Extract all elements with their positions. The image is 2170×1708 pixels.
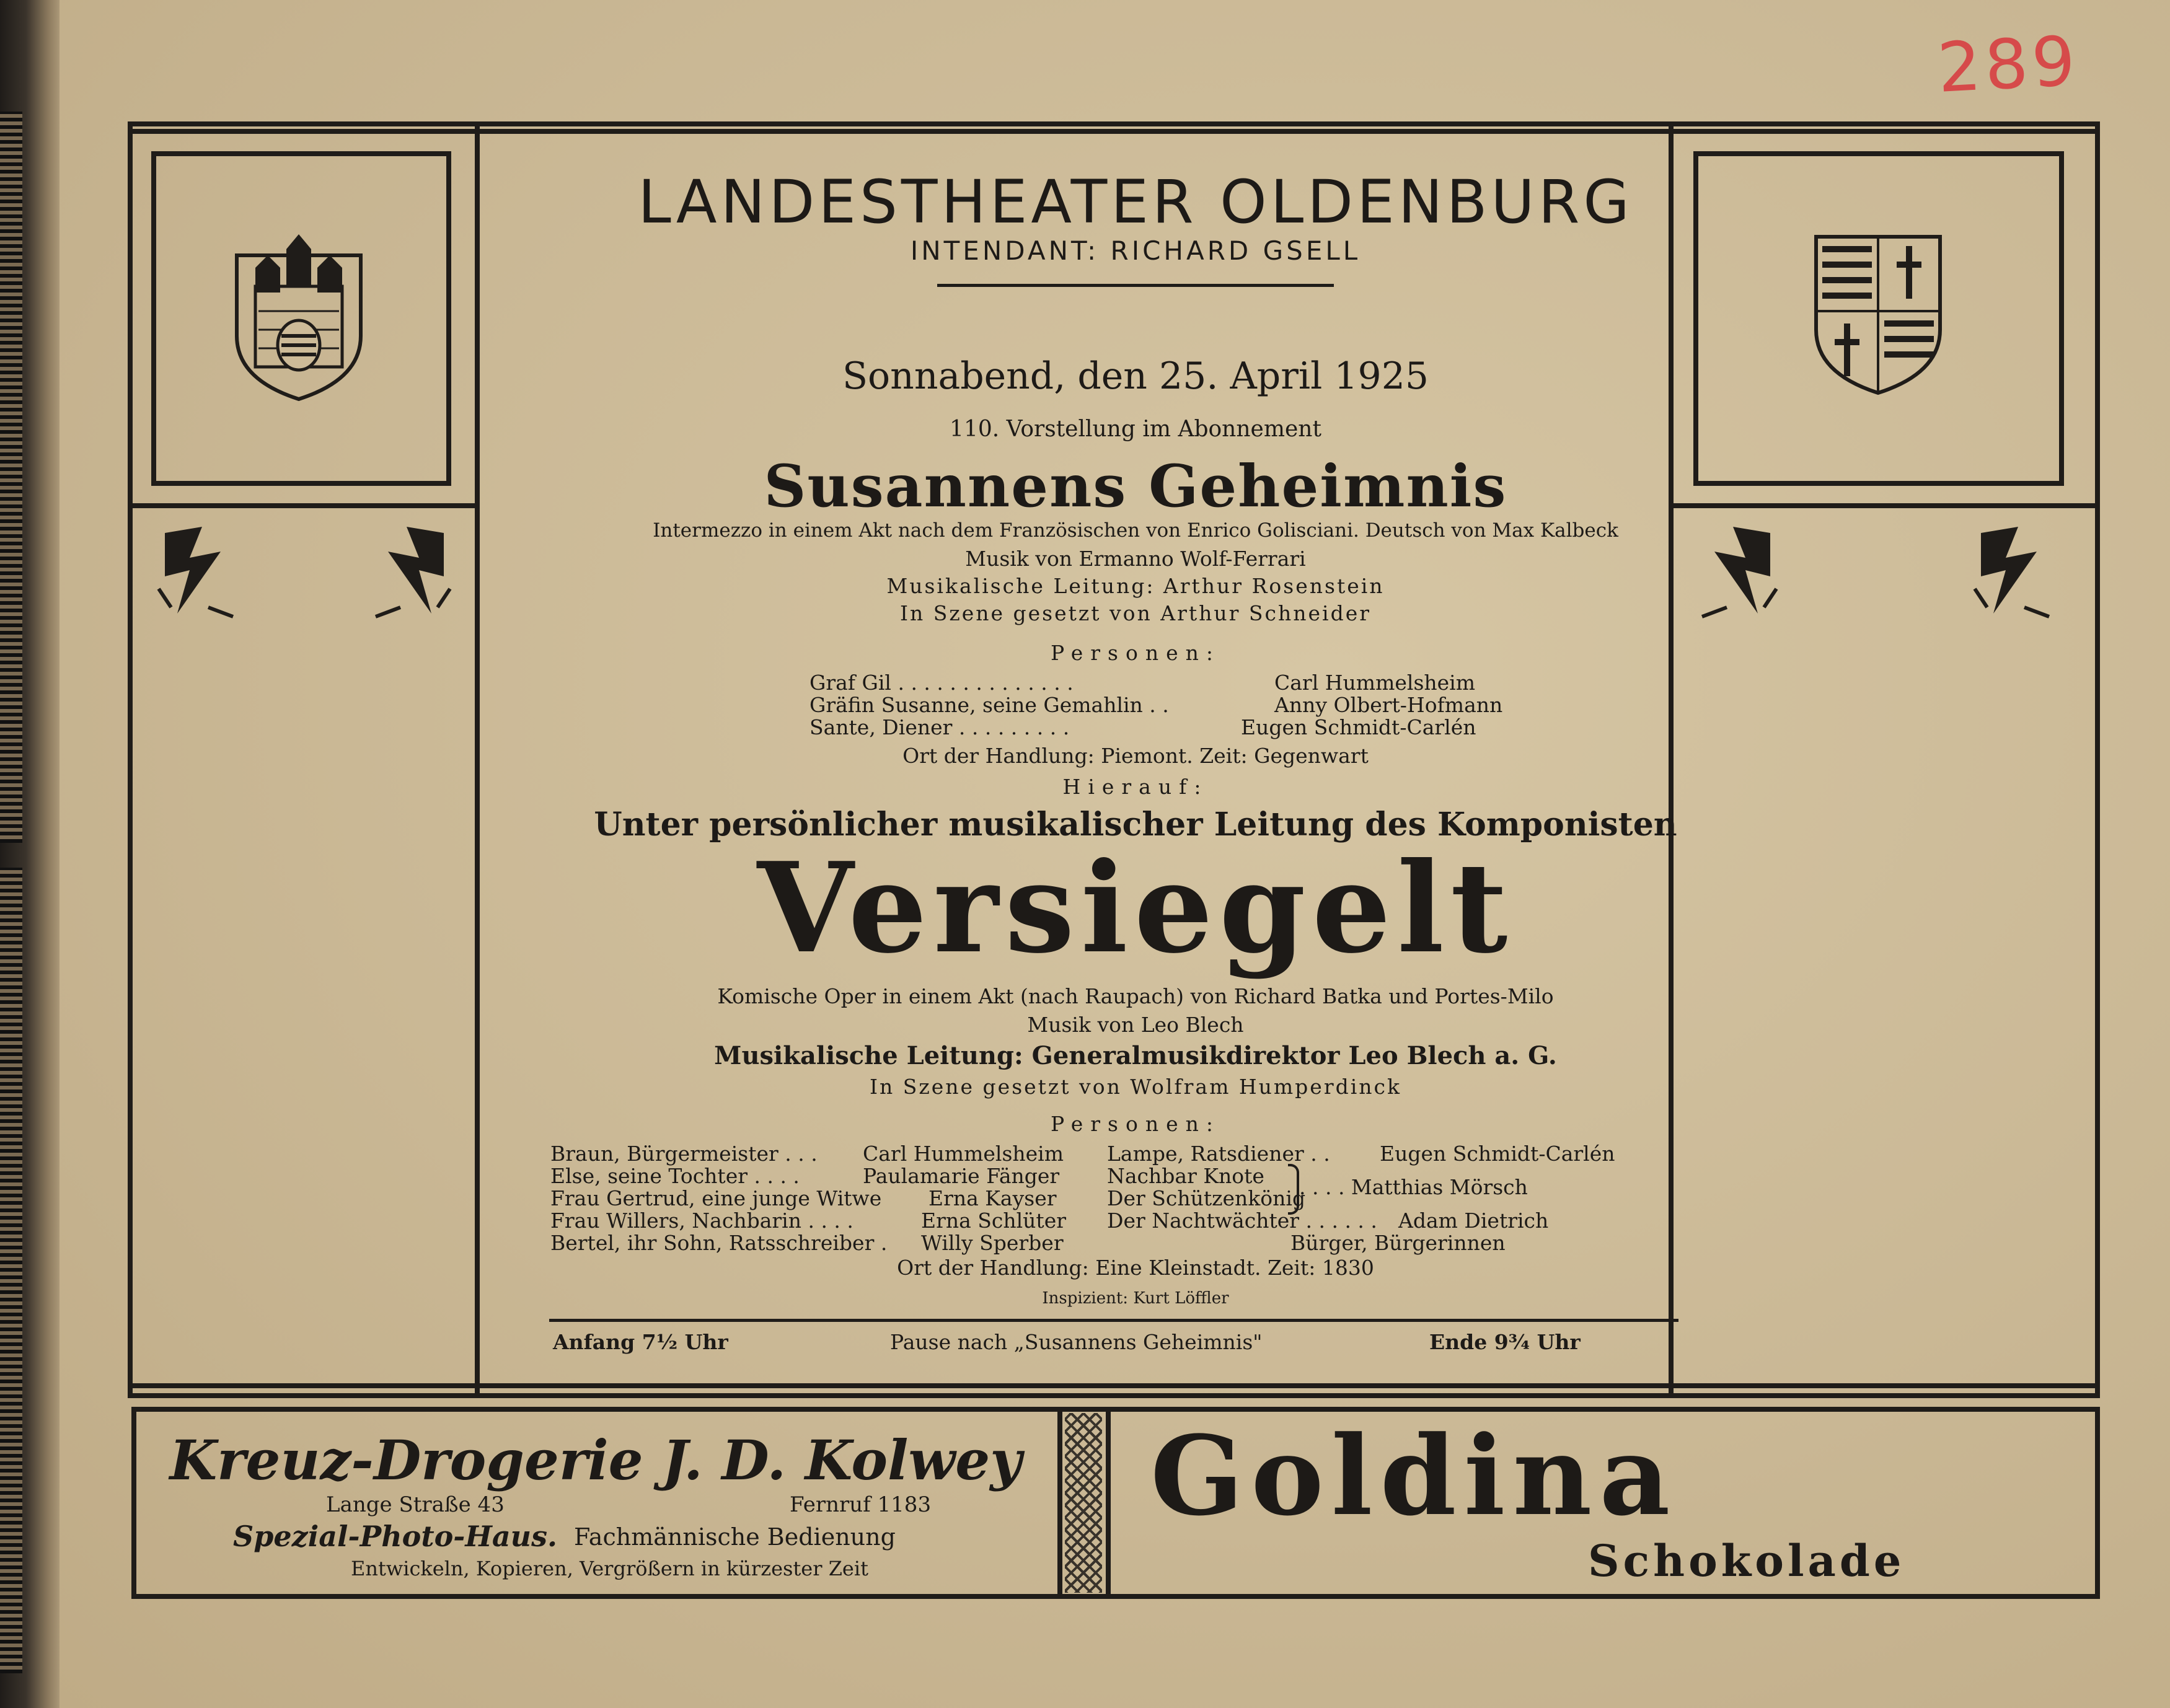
spine-edge-lower <box>0 868 22 1673</box>
opera1-actor: Carl Hummelsheim <box>1274 671 1476 695</box>
opera2-role: Bürger, Bürgerinnen <box>1290 1231 1506 1255</box>
bracket <box>1288 1164 1299 1215</box>
opera1-director: In Szene gesetzt von Arthur Schneider <box>899 601 1372 625</box>
theater-name: LANDESTHEATER OLDENBURG <box>638 167 1633 237</box>
opera1-actor: Anny Olbert-Hofmann <box>1274 693 1503 717</box>
opera2-actor: Adam Dietrich <box>1398 1208 1549 1233</box>
opera1-setting: Ort der Handlung: Piemont. Zeit: Gegenwart <box>902 744 1369 768</box>
opera2-director: In Szene gesetzt von Wolfram Humperdinck <box>869 1075 1402 1099</box>
opera1-role: Graf Gil . . . . . . . . . . . . . . <box>809 671 1074 695</box>
inspizient-line: Inspizient: Kurt Löffler <box>1042 1289 1229 1308</box>
lightning-ornament-icon <box>152 514 239 626</box>
opera2-role: Frau Gertrud, eine junge Witwe <box>550 1186 882 1210</box>
drogerie-tagline: Fachmännische Bedienung <box>574 1523 896 1551</box>
opera2-actor: Carl Hummelsheim <box>863 1142 1064 1166</box>
opera2-actor: . . . . Matthias Mörsch <box>1299 1175 1528 1199</box>
right-column-divider <box>1669 503 2100 508</box>
lightning-ornament-icon <box>1969 514 2055 626</box>
opera1-role: Sante, Diener . . . . . . . . . <box>809 715 1070 739</box>
opera2-subtitle: Komische Oper in einem Akt (nach Raupach) von Richard Batka und Portes-Milo <box>717 984 1554 1008</box>
performance-number: 110. Vorstellung im Abonnement <box>950 416 1321 442</box>
goldina-product: Schokolade <box>1588 1535 1905 1587</box>
book-spine <box>0 0 64 1708</box>
opera2-setting: Ort der Handlung: Eine Kleinstadt. Zeit: 1830 <box>897 1256 1374 1280</box>
opera2-role: Else, seine Tochter . . . . <box>550 1164 800 1188</box>
end-time: Ende 9¾ Uhr <box>1429 1330 1581 1354</box>
drogerie-tagline-bold: Spezial-Photo-Haus. <box>233 1520 557 1553</box>
opera2-actor: Erna Kayser <box>928 1186 1057 1210</box>
drogerie-name: Kreuz-Drogerie J. D. Kolwey <box>169 1428 1022 1492</box>
opera2-music: Musik von Leo Blech <box>1027 1013 1244 1037</box>
drogerie-ad <box>140 1415 1051 1595</box>
drogerie-address: Lange Straße 43 <box>326 1492 505 1517</box>
city-arms-box <box>151 151 451 486</box>
opera1-subtitle: Intermezzo in einem Akt nach dem Französischen von Enrico Golisciani. Deutsch von Max Kalbeck <box>653 519 1618 542</box>
goldina-ad <box>1113 1412 2093 1595</box>
opera2-actor: Eugen Schmidt-Carlén <box>1380 1142 1615 1166</box>
ads-divider-right <box>1106 1409 1111 1595</box>
page-number: 289 <box>1935 21 2081 108</box>
opera1-music: Musik von Ermanno Wolf-Ferrari <box>965 547 1306 571</box>
playbill-page <box>60 0 2170 1708</box>
state-arms-box <box>1693 151 2064 486</box>
start-time: Anfang 7½ Uhr <box>553 1330 728 1354</box>
goldina-brand: Goldina <box>1150 1412 1678 1540</box>
drogerie-phone: Fernruf 1183 <box>790 1492 932 1517</box>
footer-rule <box>549 1319 1678 1322</box>
opera1-actor: Eugen Schmidt-Carlén <box>1241 715 1476 739</box>
opera1-title: Susannens Geheimnis <box>764 452 1507 521</box>
opera2-actor: Willy Sperber <box>921 1231 1064 1255</box>
composer-note: Unter persönlicher musikalischer Leitung des Komponisten <box>594 806 1677 843</box>
intendant-line: INTENDANT: RICHARD GSELL <box>910 236 1361 266</box>
lightning-ornament-icon <box>369 514 456 626</box>
opera2-role: Lampe, Ratsdiener . . <box>1107 1142 1330 1166</box>
left-column-rule <box>475 124 480 1394</box>
castle-arms-icon <box>224 231 373 404</box>
title-rule <box>937 284 1334 287</box>
opera2-actor: Erna Schlüter <box>921 1208 1066 1233</box>
opera1-conductor: Musikalische Leitung: Arthur Rosenstein <box>886 574 1385 598</box>
opera1-persons-heading: Personen: <box>1051 641 1220 665</box>
opera2-role: Bertel, ihr Sohn, Ratsschreiber . <box>550 1231 888 1255</box>
drogerie-services: Entwickeln, Kopieren, Vergrößern in kürzester Zeit <box>351 1557 868 1580</box>
opera2-actor: Paulamarie Fänger <box>863 1164 1060 1188</box>
opera2-title: Versiegelt <box>757 835 1514 981</box>
opera2-role: Frau Willers, Nachbarin . . . . <box>550 1208 853 1233</box>
ads-divider-left <box>1057 1409 1062 1595</box>
opera2-role: Der Schützenkönig <box>1107 1186 1306 1210</box>
hierauf-heading: Hierauf: <box>1062 775 1209 799</box>
opera2-conductor: Musikalische Leitung: Generalmusikdirektor Leo Blech a. G. <box>714 1041 1557 1070</box>
opera2-role: Nachbar Knote <box>1107 1164 1264 1188</box>
pause-note: Pause nach „Susannens Geheimnis" <box>890 1330 1263 1354</box>
performance-date: Sonnabend, den 25. April 1925 <box>842 354 1429 398</box>
frame-bottom-rule <box>128 1383 2100 1388</box>
opera2-persons-heading: Personen: <box>1051 1112 1220 1136</box>
opera2-role: Braun, Bürgermeister . . . <box>550 1142 818 1166</box>
left-column-divider <box>128 503 479 508</box>
opera2-role: Der Nachtwächter . . . . . . <box>1107 1208 1377 1233</box>
shield-arms-icon <box>1810 231 1946 398</box>
spine-edge-upper <box>0 112 22 843</box>
opera1-role: Gräfin Susanne, seine Gemahlin . . <box>809 693 1169 717</box>
ornament-strip <box>1065 1413 1102 1593</box>
